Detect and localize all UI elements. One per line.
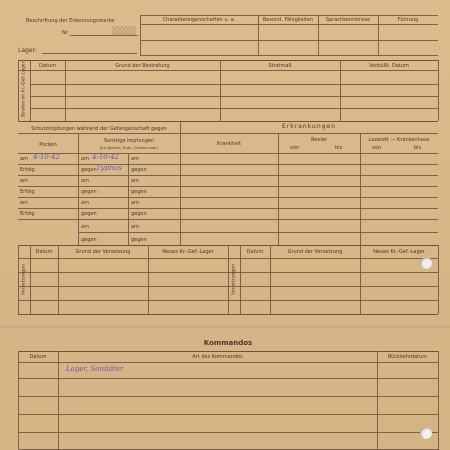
vers-datum-right: Datum [246,249,264,255]
pocken-row-1: am [20,156,28,162]
punch-hole-upper [420,257,432,269]
sonstige-header: Sonstige Impfungen [103,138,155,144]
right-row-4: gegen [131,189,147,195]
sprachen-header: Sprachkenntnisse [325,17,371,23]
right-row-2: gegen [131,167,147,173]
strafen-side-label: Strafen im Kr.-Gef.-Lager [21,61,27,118]
faehigkeiten-header: Besond. Fähigkeiten [262,17,314,23]
kommandos-title: Kommandos [203,339,253,347]
versetzungen-side-left: Versetzungen [21,264,27,295]
handwritten-typhus: Typhus [96,164,122,172]
lazarett-bis: bis [414,145,422,151]
pocken-row-2: Erfolg [20,167,35,173]
right-row-7: am [131,224,139,230]
vers-neues-left: Neues Kr.-Gef.-Lager [162,249,214,255]
sonst-row-1: am [81,156,89,162]
strafen-strafmass: Strafmaß [268,63,292,69]
versetzungen-side-right: Versetzungen [231,264,237,295]
handwritten-sonst-date: 4-10-42 [92,153,119,161]
right-row-5: am [131,200,139,206]
lazarett-von: von [372,145,382,151]
handwritten-pocken-date: 4-10-42 [33,153,60,161]
strafen-datum: Datum [39,63,56,69]
revier-von: von [290,145,300,151]
right-row-1: am [131,156,139,162]
fuehrung-header: Führung [397,17,419,23]
kommandos-rueck: Rückkehrdatum [387,354,428,360]
sonstige-sub: (Ex.-Bericht, Ruhr, Cholera usw.) [99,146,159,150]
sonst-row-4: gegen [81,189,97,195]
paper-fold [0,326,450,329]
kommandos-datum: Datum [29,354,47,360]
sonst-row-8: gegen [81,237,97,243]
stamp-mark [112,26,136,35]
pocken-header: Pocken [39,142,57,148]
pocken-row-4: Erfolg [20,189,35,195]
sonst-row-7: am [81,224,89,230]
right-row-6: gegen [131,211,147,217]
lager-label: Lager: [18,47,37,54]
sonst-row-5: am [81,200,89,206]
charakter-header: Charaktereigenschaften u. a. [162,17,236,23]
sonst-row-3: am [81,178,89,184]
erkrankungen-title: Erkrankungen [282,123,336,130]
vers-neues-right: Neues Kr.-Gef.-Lager [373,249,425,255]
revier-bis: bis [335,145,343,151]
right-row-3: am [131,178,139,184]
lazarett-header: Lazarett — Krankenhaus [368,137,430,143]
right-row-8: gegen [131,237,147,243]
impf-title: Schutzimpfungen während der Gefangenschaft gegen [31,126,167,132]
erkennungsmarke-label: Beschriftung der Erkennungsmarke [26,18,115,24]
pocken-row-3: am [20,178,28,184]
krankheit-header: Krankheit [216,141,242,147]
pocken-row-5: am [20,200,28,206]
punch-hole-lower [420,427,432,439]
strafen-grund: Grund der Bestrafung [115,63,170,69]
handwritten-kommando: Lager, Sanitäter [66,365,124,373]
nr-label: Nr. [62,30,69,36]
kommandos-art: Art des Kommandos [192,354,243,360]
vers-grund-left: Grund der Versetzung [75,249,131,255]
vers-datum-left: Datum [35,249,53,255]
sonst-row-2: gegen [81,167,97,173]
sonst-row-6: gegen [81,211,97,217]
vers-grund-right: Grund der Versetzung [287,249,343,255]
strafen-verbuesst: Verbüßt, Datum [369,63,409,69]
revier-header: Revier [311,137,327,143]
pocken-row-6: Erfolg [20,211,35,217]
